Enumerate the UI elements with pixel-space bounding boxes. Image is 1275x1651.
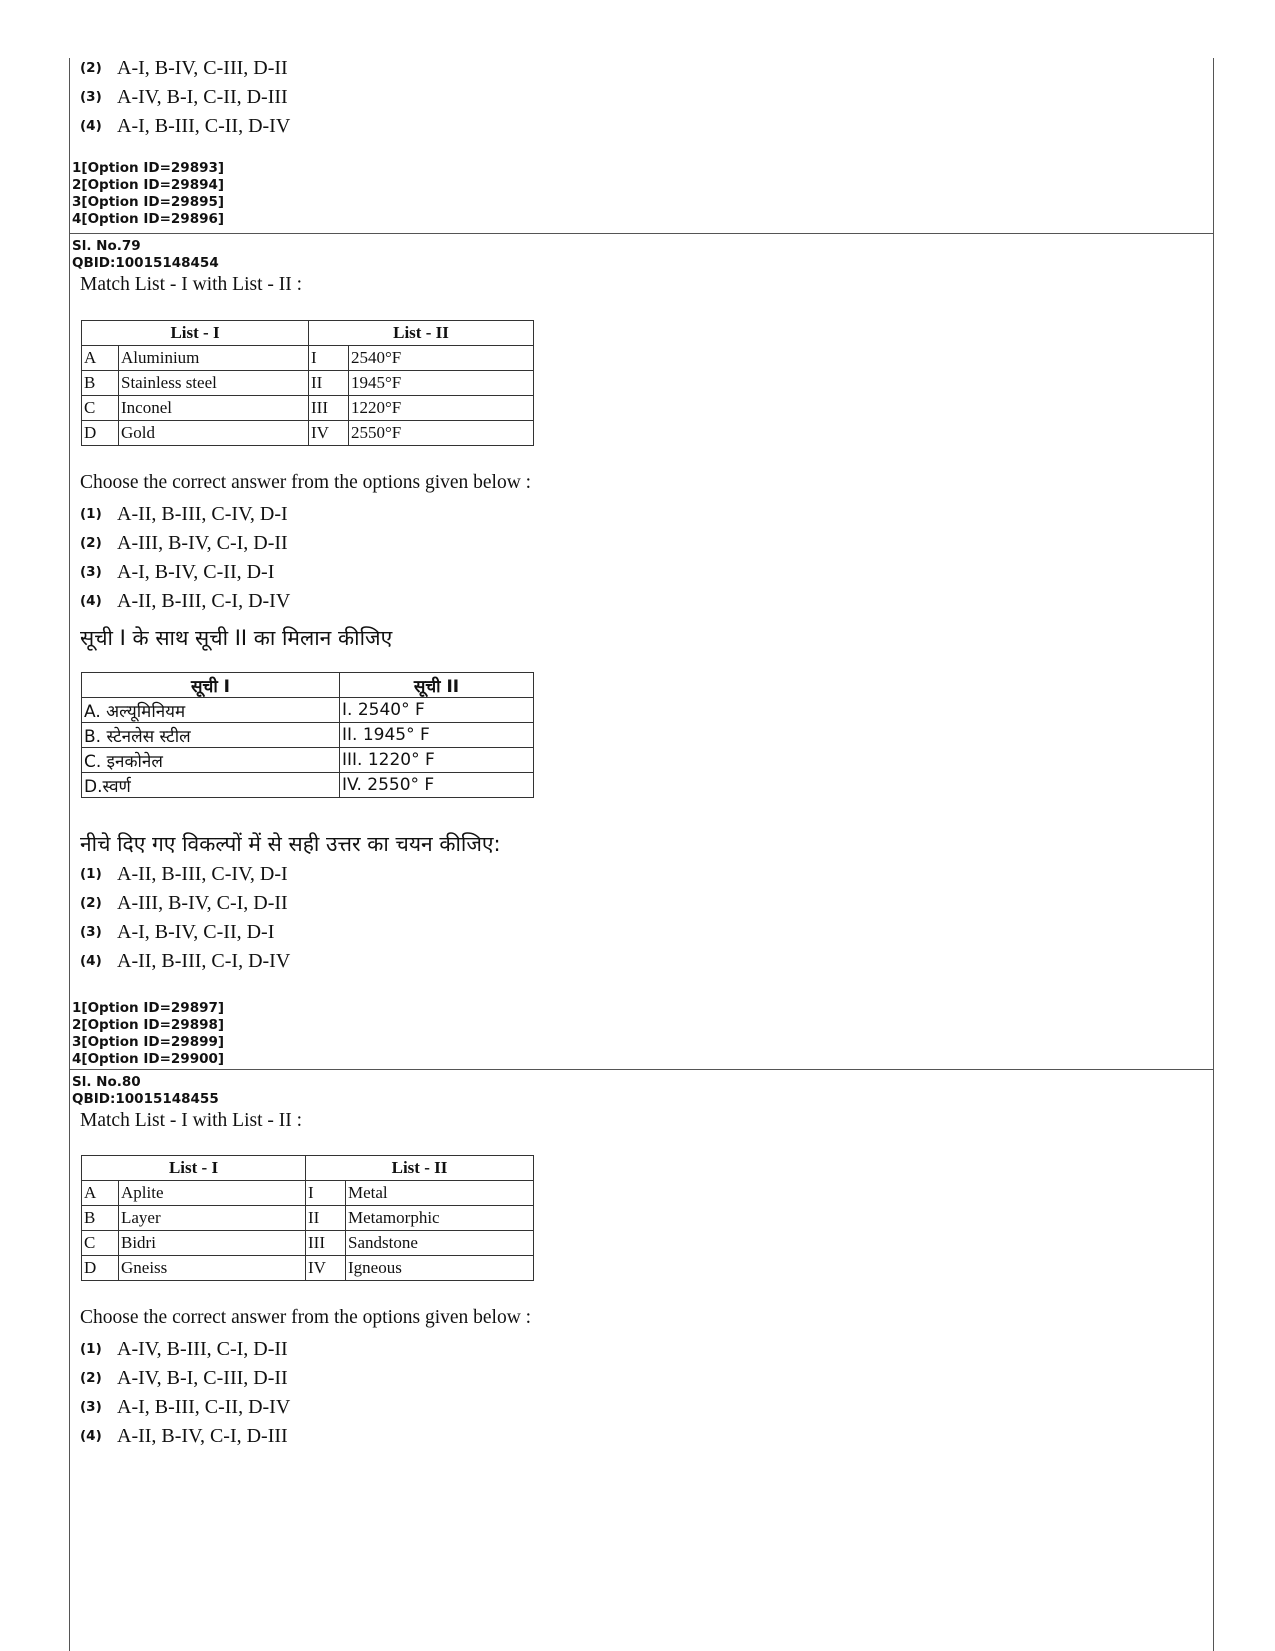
option-number: (3) — [80, 1399, 102, 1415]
option-number: (1) — [80, 1341, 102, 1357]
option-item — [80, 889, 288, 917]
option-number: (4) — [80, 953, 102, 969]
option-number: (3) — [80, 924, 102, 940]
table-cell: B — [82, 371, 119, 396]
table-cell: II. 1945° F — [340, 723, 534, 748]
option-item — [80, 947, 290, 975]
table-cell: IV — [306, 1256, 346, 1281]
option-number: (1) — [80, 866, 102, 882]
option-item — [80, 1393, 290, 1421]
table-cell: III — [306, 1231, 346, 1256]
table-cell: B — [82, 1206, 119, 1231]
table-cell: Stainless steel — [119, 371, 309, 396]
table-row — [82, 698, 534, 723]
option-number: (2) — [80, 60, 102, 76]
option-number: (3) — [80, 564, 102, 580]
option-number: (2) — [80, 535, 102, 551]
option-number: (4) — [80, 593, 102, 609]
question-header — [72, 238, 219, 272]
table-cell: D — [82, 421, 119, 446]
table-cell: 1945°F — [349, 371, 534, 396]
option-text: A-IV, B-I, C-II, D-III — [117, 85, 288, 108]
table-cell: D — [82, 1256, 119, 1281]
option-id-list — [72, 1000, 224, 1068]
table-header: सूची I — [82, 673, 340, 698]
option-id-list — [72, 160, 224, 228]
serial-number: Sl. No.80 — [72, 1074, 141, 1090]
option-id: 1[Option ID=29897] — [72, 1000, 225, 1016]
table-row — [82, 723, 534, 748]
option-number: (1) — [80, 506, 102, 522]
table-cell: III — [309, 396, 349, 421]
table-header: List - I — [82, 1156, 306, 1181]
table-header: List - II — [306, 1156, 534, 1181]
qbid: QBID:10015148454 — [72, 255, 219, 271]
table-row — [82, 1206, 534, 1231]
table-header: सूची II — [340, 673, 534, 698]
table-cell: II — [306, 1206, 346, 1231]
question-divider — [69, 233, 1214, 234]
choose-instruction: Choose the correct answer from the options given below : — [80, 1307, 532, 1328]
option-text: A-II, B-IV, C-I, D-III — [117, 1424, 288, 1447]
table-cell: IV — [309, 421, 349, 446]
table-cell: I — [309, 346, 349, 371]
match-table-hindi — [81, 672, 534, 798]
right-border — [1213, 58, 1214, 1651]
option-id: 3[Option ID=29895] — [72, 194, 225, 210]
table-cell: Metamorphic — [346, 1206, 534, 1231]
option-item — [80, 558, 274, 586]
option-text: A-IV, B-I, C-III, D-II — [117, 1366, 288, 1389]
table-cell: C — [82, 1231, 119, 1256]
table-cell: 2550°F — [349, 421, 534, 446]
option-item — [80, 112, 290, 140]
table-cell: D.स्वर्ण — [82, 773, 340, 798]
table-cell: 2540°F — [349, 346, 534, 371]
option-item — [80, 918, 274, 946]
question-divider — [69, 1069, 1214, 1070]
option-number: (2) — [80, 1370, 102, 1386]
table-row — [82, 1181, 534, 1206]
choose-instruction: Choose the correct answer from the options given below : — [80, 472, 532, 493]
option-item — [80, 529, 288, 557]
option-text: A-I, B-IV, C-III, D-II — [117, 56, 288, 79]
table-cell: Aplite — [119, 1181, 306, 1206]
option-text: A-I, B-IV, C-II, D-I — [117, 920, 275, 943]
table-cell: Gneiss — [119, 1256, 306, 1281]
table-cell: A. अल्यूमिनियम — [82, 698, 340, 723]
table-cell: IV. 2550° F — [340, 773, 534, 798]
option-item — [80, 500, 288, 528]
table-cell: Inconel — [119, 396, 309, 421]
question-header — [72, 1074, 219, 1108]
table-cell: A — [82, 1181, 119, 1206]
option-item — [80, 1422, 288, 1450]
option-text: A-I, B-III, C-II, D-IV — [117, 1395, 291, 1418]
option-item — [80, 1335, 288, 1363]
serial-number: Sl. No.79 — [72, 238, 141, 254]
table-cell: Sandstone — [346, 1231, 534, 1256]
table-row — [82, 1231, 534, 1256]
choose-instruction-hindi: नीचे दिए गए विकल्पों में से सही उत्तर का चयन कीजिए: — [80, 832, 501, 856]
table-row — [82, 396, 534, 421]
table-cell: II — [309, 371, 349, 396]
option-id: 2[Option ID=29898] — [72, 1017, 225, 1033]
question-prompt: Match List - I with List - II : — [80, 274, 303, 295]
table-cell: Bidri — [119, 1231, 306, 1256]
option-item — [80, 54, 288, 82]
option-id: 1[Option ID=29893] — [72, 160, 225, 176]
left-border — [69, 58, 70, 1651]
table-cell: Metal — [346, 1181, 534, 1206]
table-row — [82, 346, 534, 371]
option-text: A-II, B-III, C-I, D-IV — [117, 949, 291, 972]
table-cell: A — [82, 346, 119, 371]
table-header: List - II — [309, 321, 534, 346]
table-cell: Gold — [119, 421, 309, 446]
table-cell: I — [306, 1181, 346, 1206]
qbid: QBID:10015148455 — [72, 1091, 219, 1107]
table-cell: III. 1220° F — [340, 748, 534, 773]
option-text: A-I, B-IV, C-II, D-I — [117, 560, 275, 583]
option-text: A-II, B-III, C-I, D-IV — [117, 589, 291, 612]
option-text: A-III, B-IV, C-I, D-II — [117, 891, 288, 914]
option-text: A-I, B-III, C-II, D-IV — [117, 114, 291, 137]
option-number: (3) — [80, 89, 102, 105]
table-cell: 1220°F — [349, 396, 534, 421]
option-text: A-IV, B-III, C-I, D-II — [117, 1337, 288, 1360]
question-prompt: Match List - I with List - II : — [80, 1110, 303, 1131]
table-cell: B. स्टेनलेस स्टील — [82, 723, 340, 748]
table-cell: Layer — [119, 1206, 306, 1231]
option-text: A-II, B-III, C-IV, D-I — [117, 862, 288, 885]
option-text: A-III, B-IV, C-I, D-II — [117, 531, 288, 554]
table-row — [82, 1256, 534, 1281]
option-id: 4[Option ID=29900] — [72, 1051, 225, 1067]
option-text: A-II, B-III, C-IV, D-I — [117, 502, 288, 525]
table-row — [82, 421, 534, 446]
table-cell: C — [82, 396, 119, 421]
match-table — [81, 1155, 534, 1281]
table-cell: C. इनकोनेल — [82, 748, 340, 773]
option-id: 2[Option ID=29894] — [72, 177, 225, 193]
option-item — [80, 860, 288, 888]
option-item — [80, 587, 290, 615]
table-row — [82, 748, 534, 773]
table-header: List - I — [82, 321, 309, 346]
table-row — [82, 371, 534, 396]
table-cell: Aluminium — [119, 346, 309, 371]
option-item — [80, 1364, 288, 1392]
match-table — [81, 320, 534, 446]
question-prompt-hindi: सूची I के साथ सूची II का मिलान कीजिए — [80, 626, 393, 650]
option-number: (4) — [80, 118, 102, 134]
option-number: (4) — [80, 1428, 102, 1444]
table-row — [82, 773, 534, 798]
table-cell: I. 2540° F — [340, 698, 534, 723]
option-id: 4[Option ID=29896] — [72, 211, 225, 227]
option-number: (2) — [80, 895, 102, 911]
table-cell: Igneous — [346, 1256, 534, 1281]
option-item — [80, 83, 288, 111]
option-id: 3[Option ID=29899] — [72, 1034, 225, 1050]
